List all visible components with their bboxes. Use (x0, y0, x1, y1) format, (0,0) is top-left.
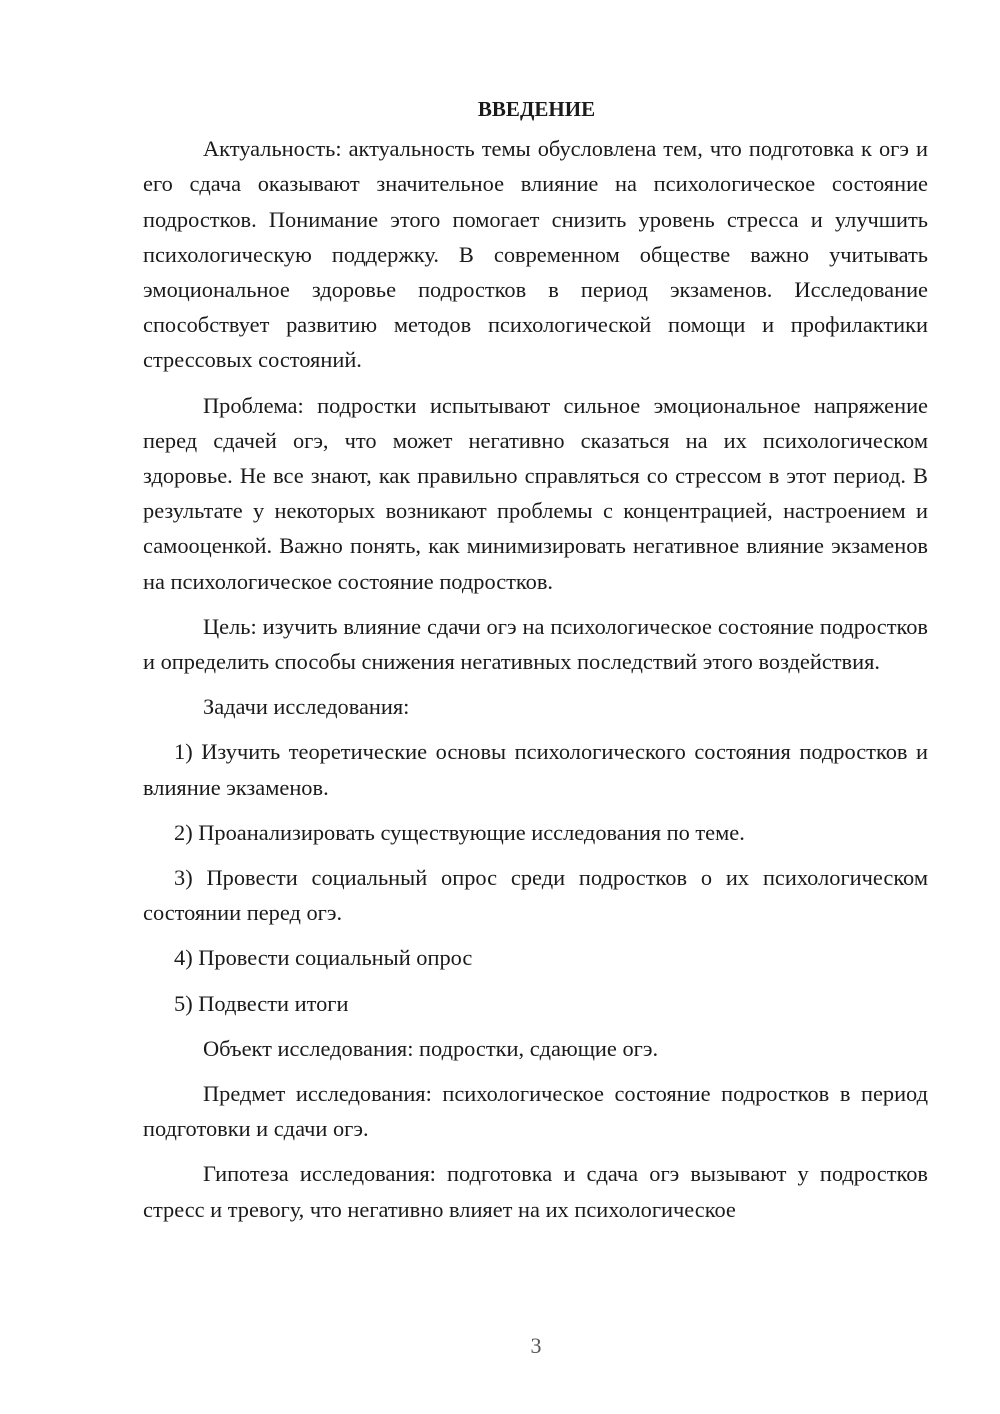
paragraph-subject: Предмет исследования: психологическое состояние подростков в период подготовки и сдачи огэ. (143, 1081, 928, 1142)
task-item-2: 2) Проанализировать существующие исследования по теме. (174, 819, 745, 845)
paragraph-goal: Цель: изучить влияние сдачи огэ на психологическое состояние подростков и определить способы снижения негативных последствий этого воздействия. (143, 613, 928, 675)
paragraph-relevance: Актуальность: актуальность темы обусловлена тем, что подготовка к огэ и его сдача оказывают значительное влияние на психологическое состояние подростков. Понимание этого помогает снизить уровень стресса и улучшить психологическую поддержку. В современном обществе важно учитывать эмоциональное здоровье подростков в период экзаменов. Исследование способствует развитию методов психологической помощи и профилактики стрессовых состояний. (143, 136, 928, 373)
paragraph-problem: Проблема: подростки испытывают сильное эмоциональное напряжение перед сдачей огэ, что может негативно сказаться на их психологическом здоровье. Не все знают, как правильно справляться со стрессом в этот период. В результате у некоторых возникают проблемы с концентрацией, настроением и самооценкой. Важно понять, как минимизировать негативное влияние экзаменов на психологическое состояние подростков. (143, 392, 928, 594)
paragraph-tasks-heading: Задачи исследования: (203, 694, 410, 720)
page-number: 3 (530, 1333, 542, 1358)
task-item-4: 4) Провести социальный опрос (174, 945, 473, 971)
page-body (143, 92, 928, 1227)
task-item-3: 3) Провести социальный опрос среди подростков о их психологическом состоянии перед огэ. (143, 865, 928, 926)
paragraph-hypothesis: Гипотеза исследования: подготовка и сдача огэ вызывают у подростков стресс и тревогу, что негативно влияет на их психологическое (143, 1161, 928, 1222)
paragraph-object: Объект исследования: подростки, сдающие огэ. (203, 1035, 659, 1061)
task-item-5: 5) Подвести итоги (174, 990, 349, 1016)
section-title: ВВЕДЕНИЕ (477, 97, 596, 121)
task-item-1: 1) Изучить теоретические основы психологического состояния подростков и влияние экзаменов. (143, 739, 928, 800)
